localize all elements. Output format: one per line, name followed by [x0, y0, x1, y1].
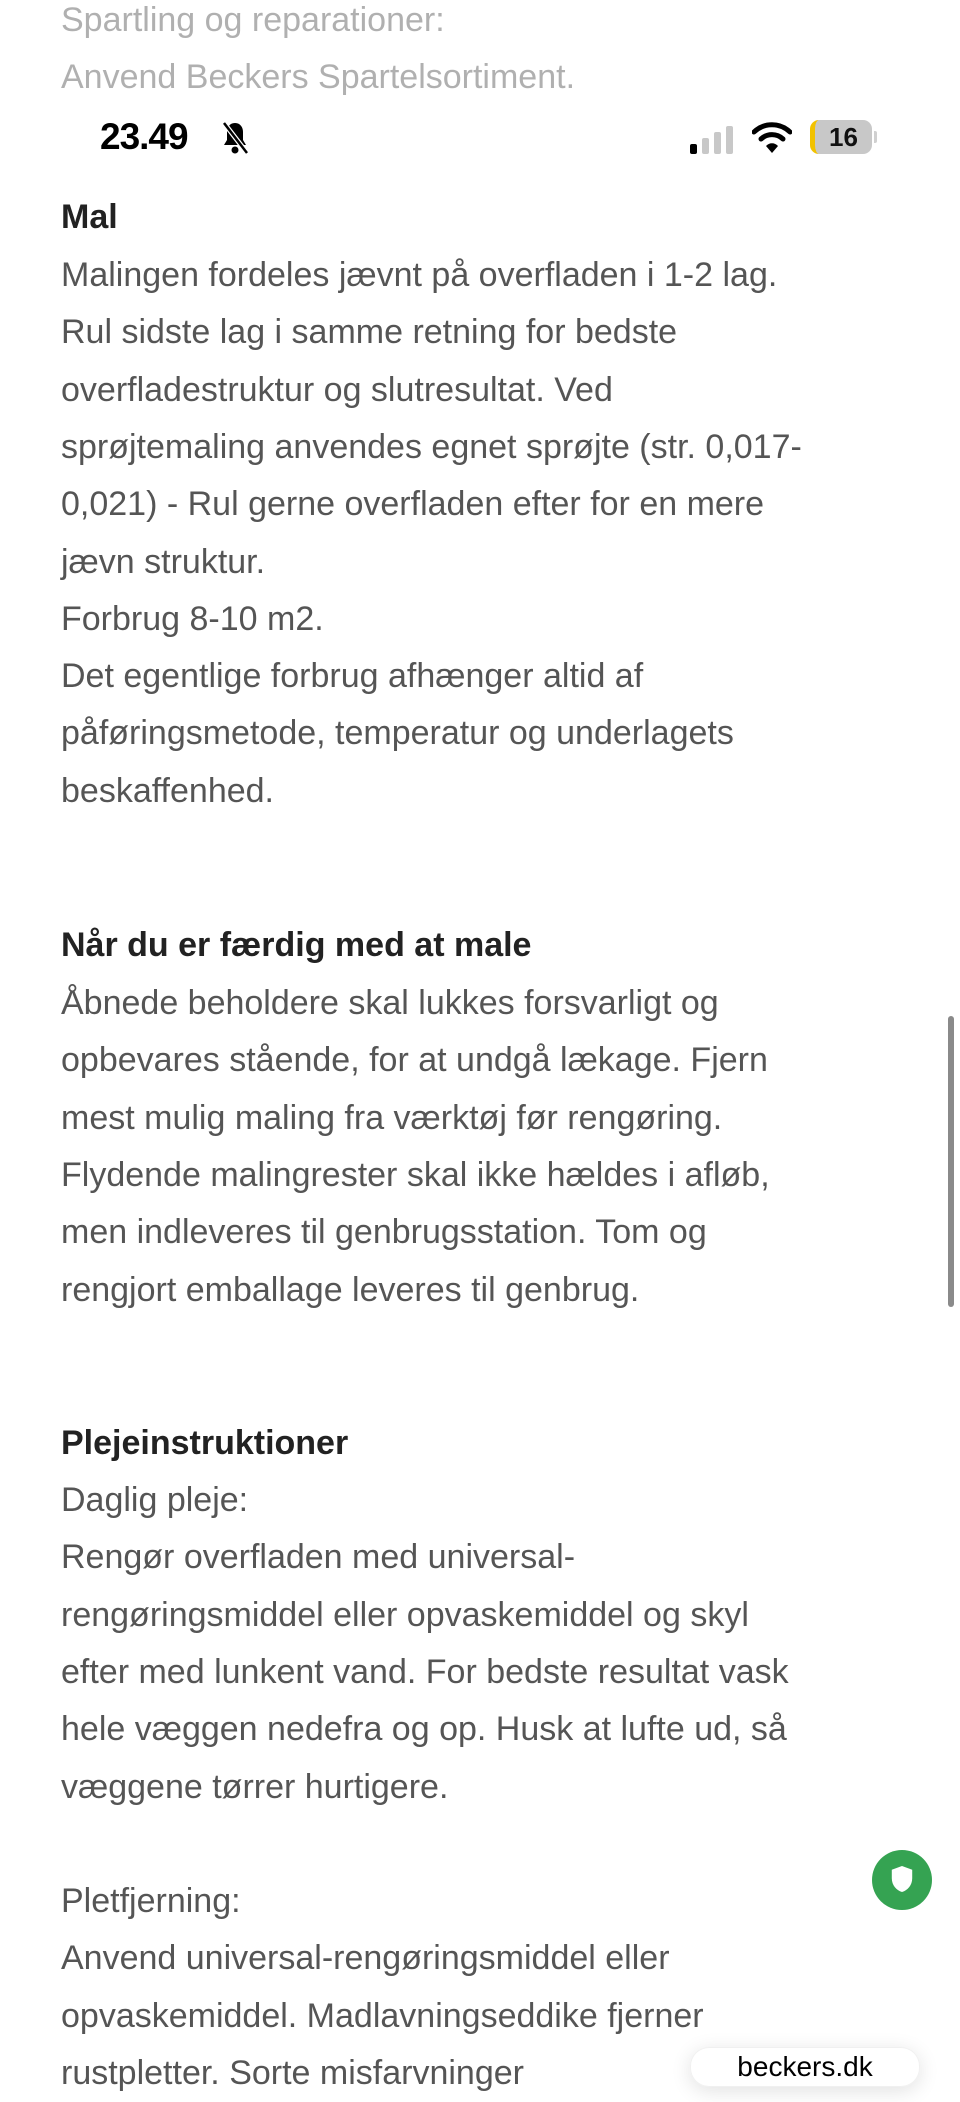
section-heading-faerdig: Når du er færdig med at male [61, 926, 532, 964]
text-line: men indleveres til genbrugsstation. Tom og [61, 1213, 707, 1252]
text-line: væggene tørrer hurtigere. [61, 1767, 449, 1806]
text-line: hele væggen nedefra og op. Husk at lufte ud, så [61, 1710, 787, 1749]
text-line: mest mulig maling fra værktøj før rengøring. [61, 1098, 723, 1137]
bell-slash-icon [220, 120, 250, 156]
scrollbar[interactable] [948, 1016, 954, 1307]
clock: 23.49 [100, 116, 188, 157]
text-line: Anvend universal-rengøringsmiddel eller [61, 1939, 670, 1978]
text-line: Spartling og reparationer: [61, 1, 445, 39]
text-line: Åbnede beholdere skal lukkes forsvarligt og [61, 984, 719, 1022]
privacy-shield-button[interactable] [872, 1850, 932, 1910]
text-line: Malingen fordeles jævnt på overfladen i 1-2 lag. [61, 256, 778, 294]
text-line: Flydende malingrester skal ikke hældes i afløb, [61, 1155, 770, 1194]
address-bar[interactable]: beckers.dk [690, 2047, 920, 2087]
text-line: overfladestruktur og slutresultat. Ved [61, 370, 613, 409]
section-heading-pleje: Plejeinstruktioner [61, 1424, 349, 1462]
battery-icon: 16 [810, 120, 872, 154]
text-line: rengjort emballage leveres til genbrug. [61, 1270, 640, 1309]
text-line: beskaffenhed. [61, 771, 274, 810]
wifi-icon [752, 120, 792, 154]
text-line: opbevares stående, for at undgå lækage. Fjern [61, 1041, 768, 1080]
text-line: Daglig pleje: [61, 1481, 249, 1519]
text-line: sprøjtemaling anvendes egnet sprøjte (str. 0,017- [61, 427, 802, 466]
text-line: opvaskemiddel. Madlavningseddike fjerner [61, 1996, 704, 2035]
text-line: Pletfjerning: [61, 1882, 241, 1920]
cellular-signal-icon [688, 124, 736, 154]
text-line: jævn struktur. [61, 542, 266, 581]
shield-icon [889, 1864, 915, 1894]
text-line: 0,021) - Rul gerne overfladen efter for en mere [61, 485, 765, 524]
text-line: efter med lunkent vand. For bedste resultat vask [61, 1652, 789, 1691]
text-line: påføringsmetode, temperatur og underlagets [61, 714, 734, 753]
battery-cap [874, 131, 877, 143]
section-heading-mal: Mal [61, 198, 118, 236]
text-line: Det egentlige forbrug afhænger altid af [61, 657, 644, 696]
text-line: rengøringsmiddel eller opvaskemiddel og skyl [61, 1595, 749, 1634]
text-line: Forbrug 8-10 m2. [61, 599, 324, 638]
status-bar [0, 0, 960, 170]
text-line: Rul sidste lag i samme retning for bedste [61, 313, 678, 352]
text-line: Anvend Beckers Spartelsortiment. [61, 58, 576, 96]
text-line: rustpletter. Sorte misfarvninger [61, 2053, 524, 2092]
text-line: Rengør overfladen med universal- [61, 1538, 576, 1577]
